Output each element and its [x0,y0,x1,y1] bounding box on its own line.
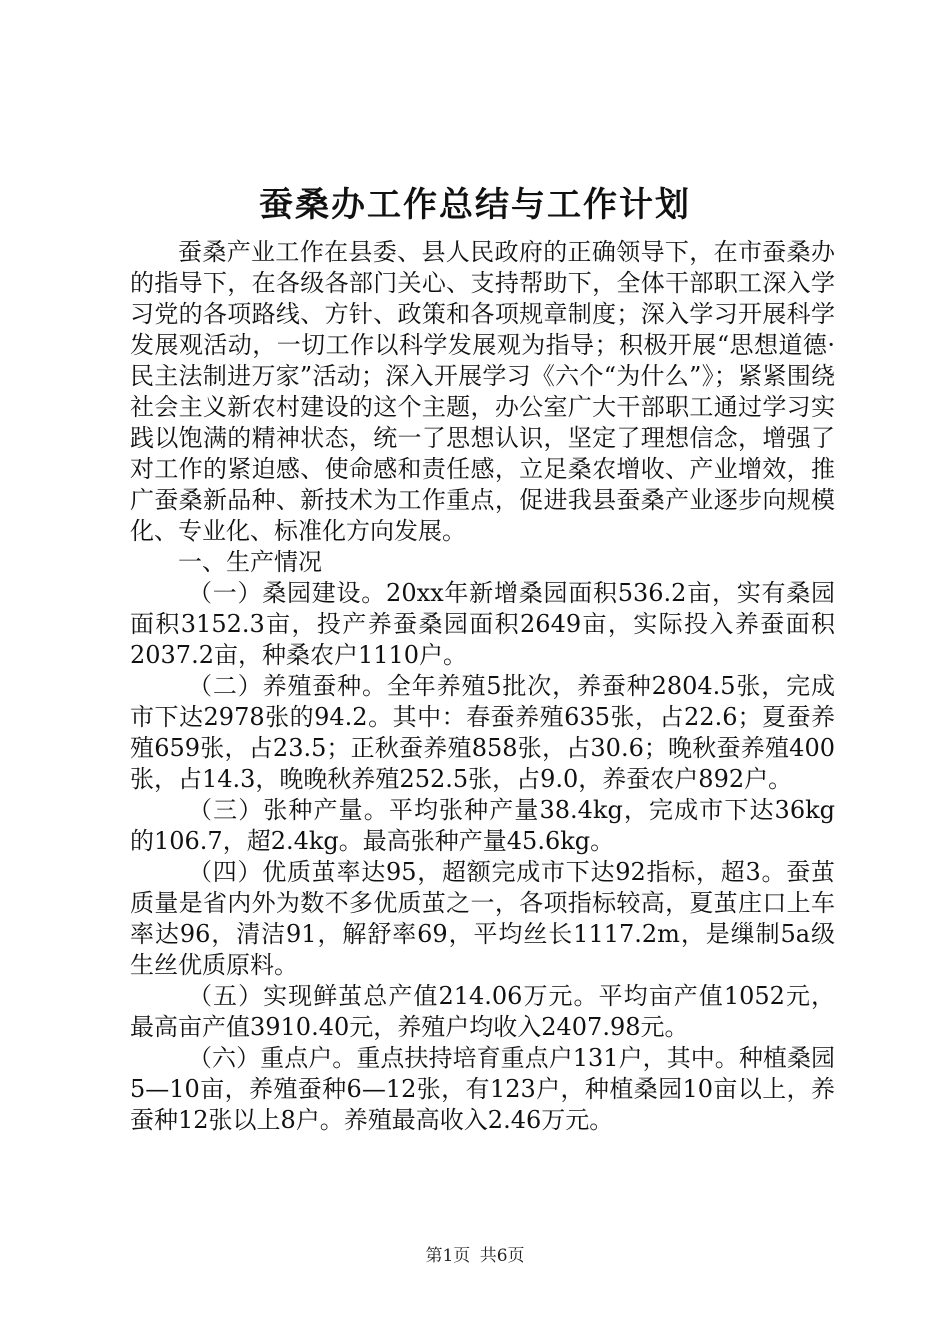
document-title: 蚕桑办工作总结与工作计划 [259,185,691,225]
item-yield-per-sheet: （三）张种产量。平均张种产量38.4kg，完成市下达36kg的106.7，超2.4kg。最高张种产量45.6kg。 [130,796,835,855]
item-cocoon-quality: （四）优质茧率达95，超额完成市下达92指标，超3。蚕茧质量是省内外为数不多优质茧之一，各项指标较高，夏茧庄口上车率达96，清洁91，解舒率69，平均丝长1117.2m，是缫制5a级生丝优质原料。 [130,858,835,979]
page-footer [0,1244,950,1268]
item-output-value: （五）实现鲜茧总产值214.06万元。平均亩产值1052元，最高亩产值3910.40元，养殖户均收入2407.98元。 [130,982,835,1041]
section-heading-production: 一、生产情况 [178,548,322,576]
item-mulberry-garden: （一）桑园建设。20xx年新增桑园面积536.2亩，实有桑园面积3152.3亩，投产养蚕桑园面积2649亩，实际投入养蚕面积2037.2亩，种桑农户1110户。 [130,579,835,669]
document-body [130,237,835,1136]
page-number-current: 第1页 [425,1246,471,1266]
item-silkworm-breeding: （二）养殖蚕种。全年养殖5批次，养蚕种2804.5张，完成市下达2978张的94.2。其中：春蚕养殖635张，占22.6；夏蚕养殖659张，占23.5；正秋蚕养殖858张，占30.6；晚秋蚕养殖400张，占14.3，晚晚秋养殖252.5张，占9.0，养蚕农户892户。 [130,672,835,793]
item-key-households: （六）重点户。重点扶持培育重点户131户，其中。种植桑园5—10亩，养殖蚕种6—12张，有123户，种植桑园10亩以上，养蚕种12张以上8户。养殖最高收入2.46万元。 [130,1044,835,1134]
page-number-total: 共6页 [479,1246,525,1266]
intro-paragraph: 蚕桑产业工作在县委、县人民政府的正确领导下，在市蚕桑办的指导下，在各级各部门关心、支持帮助下，全体干部职工深入学习党的各项路线、方针、政策和各项规章制度；深入学习开展科学发展观活动，一切工作以科学发展观为指导；积极开展“思想道德·民主法制进万家”活动；深入开展学习《六个“为什么”》；紧紧围绕社会主义新农村建设的这个主题，办公室广大干部职工通过学习实践以饱满的精神状态，统一了思想认识，坚定了理想信念，增强了对工作的紧迫感、使命感和责任感，立足桑农增收、产业增效，推广蚕桑新品种、新技术为工作重点，促进我县蚕桑产业逐步向规模化、专业化、标准化方向发展。 [130,238,835,545]
